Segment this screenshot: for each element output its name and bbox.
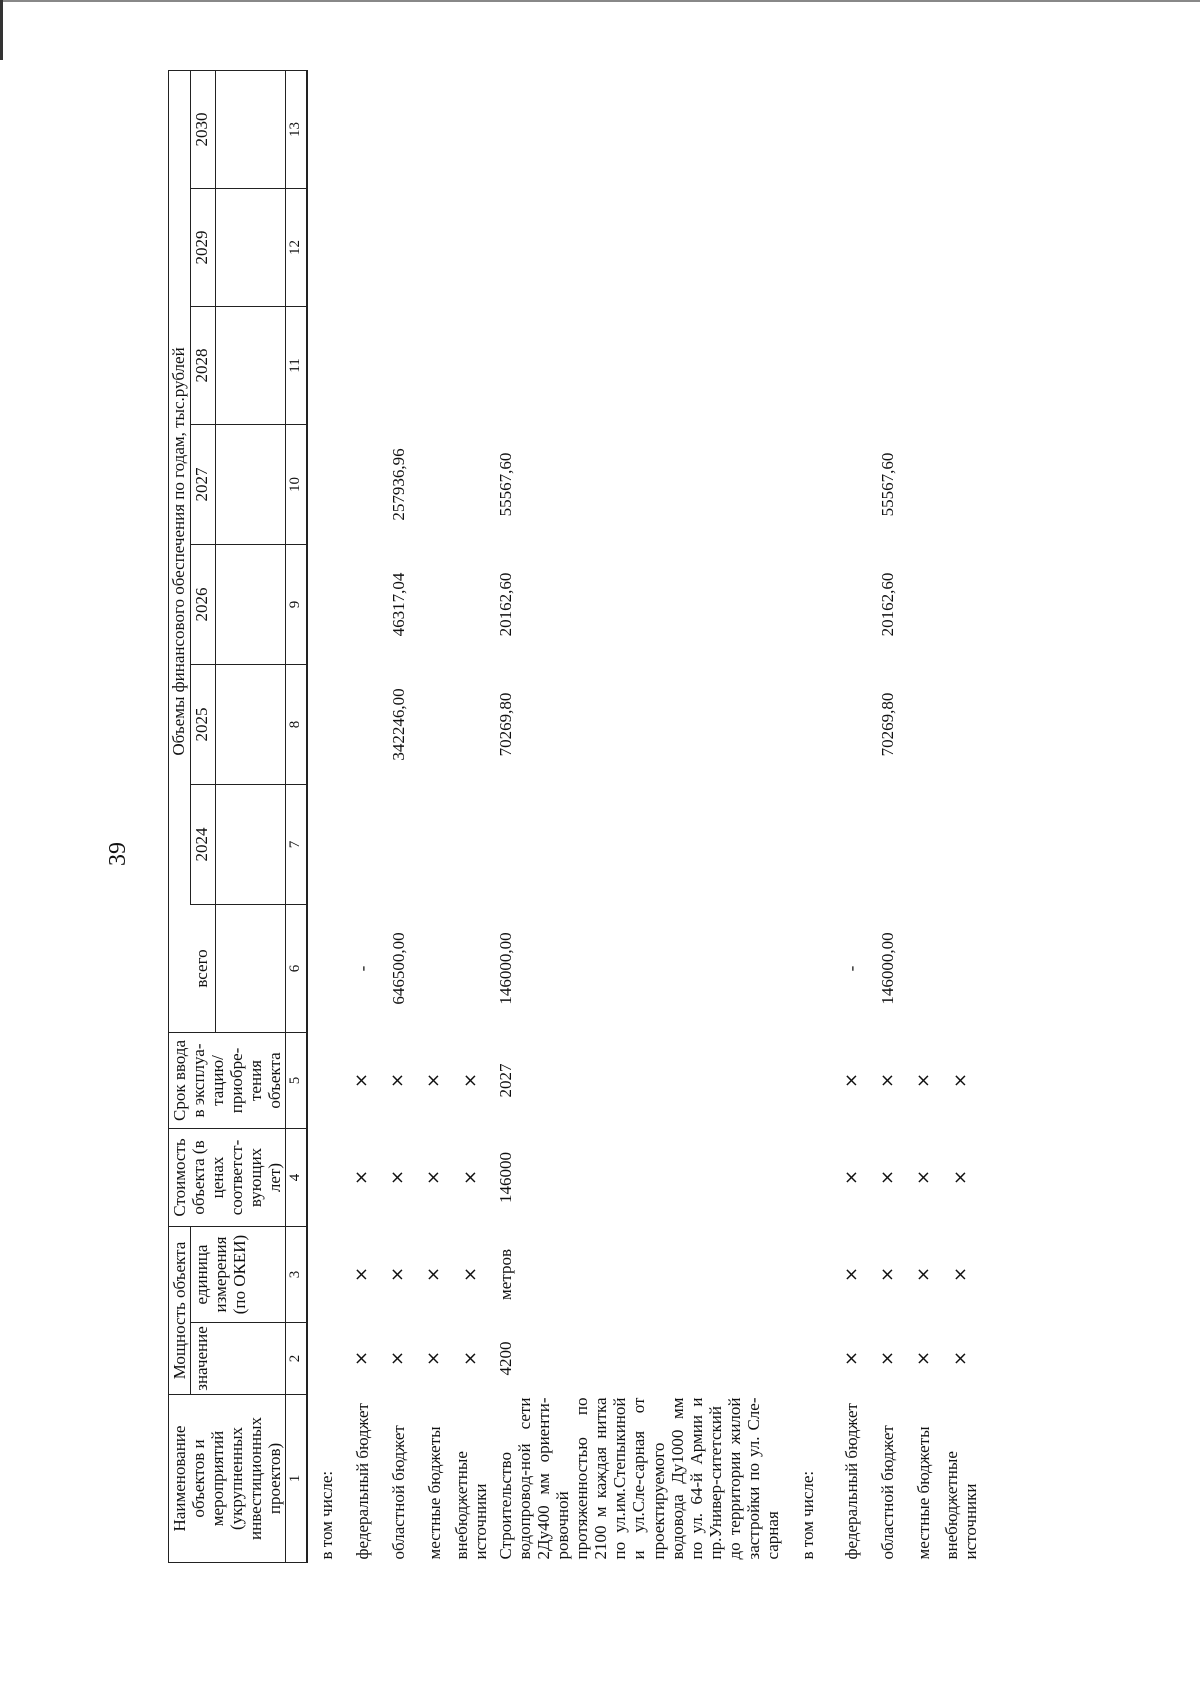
source-name: местные бюджеты xyxy=(424,1426,444,1560)
y2025-cell xyxy=(344,665,380,785)
y2026-cell xyxy=(834,545,870,665)
y2026-cell xyxy=(942,545,980,665)
column-number-row xyxy=(286,70,308,1562)
column-number: 12 xyxy=(286,189,308,307)
source-name: внебюджетные источники xyxy=(452,1451,491,1560)
header-year-2027: 2027 xyxy=(191,425,216,545)
capacity-unit-cell: × xyxy=(387,1266,409,1283)
capacity-value-cell: × xyxy=(351,1350,373,1367)
project-name: Строительство водопровод-ной сети 2Ду400 мм ориенти-ровочной протяженностью по 2100 м каждая нитка по ул.им.Степыкиной и ул.Сле-сарная от проектируемого водовода Ду1000 мм по ул. 64-й Армии и пр.Универ-ситетский до территории жилой застройки по ул. Сле-сарная xyxy=(496,1397,782,1560)
term-cell: × xyxy=(460,1072,482,1089)
total-cell xyxy=(942,905,980,1033)
source-name: федеральный бюджет xyxy=(842,1403,862,1560)
header-year-2030: 2030 xyxy=(191,70,216,188)
column-number: 11 xyxy=(286,307,308,425)
y2027-cell: 55567,60 xyxy=(878,452,898,517)
capacity-unit-cell: × xyxy=(949,1266,971,1283)
term-cell: × xyxy=(876,1072,898,1089)
cost-cell: × xyxy=(912,1169,934,1186)
project-cost: 146000 xyxy=(496,1152,516,1203)
table-row xyxy=(344,70,380,1562)
y2025-cell xyxy=(906,665,942,785)
header-total: всего xyxy=(191,905,216,1033)
y2027-cell xyxy=(344,425,380,545)
y2027-cell: 257936,96 xyxy=(388,448,408,521)
source-name: федеральный бюджет xyxy=(352,1403,372,1560)
source-name: областной бюджет xyxy=(878,1425,898,1560)
cost-cell: × xyxy=(840,1169,862,1186)
column-number: 10 xyxy=(286,425,308,545)
column-number: 8 xyxy=(286,665,308,785)
y2026-cell xyxy=(344,545,380,665)
capacity-unit-cell: × xyxy=(351,1266,373,1283)
project-y2027: 55567,60 xyxy=(496,452,516,517)
cost-cell: × xyxy=(876,1169,898,1186)
cost-cell: × xyxy=(460,1169,482,1186)
header-capacity-unit: единица измерения (по ОКЕИ) xyxy=(191,1227,286,1323)
capacity-value-cell: × xyxy=(912,1350,934,1367)
column-number: 1 xyxy=(286,1395,308,1563)
header-year-2029: 2029 xyxy=(191,189,216,307)
finance-table xyxy=(168,70,980,1563)
column-number: 5 xyxy=(286,1033,308,1129)
table-row xyxy=(452,70,490,1562)
term-cell: × xyxy=(949,1072,971,1089)
project-y2026: 20162,60 xyxy=(496,572,516,637)
project-capacity-unit: метров xyxy=(496,1249,516,1300)
project-y2025: 70269,80 xyxy=(496,692,516,757)
capacity-value-cell: × xyxy=(423,1350,445,1367)
total-cell: - xyxy=(842,965,862,972)
capacity-value-cell: × xyxy=(840,1350,862,1367)
cost-cell: × xyxy=(387,1169,409,1186)
capacity-value-cell: × xyxy=(387,1350,409,1367)
total-cell: - xyxy=(352,965,372,972)
table-row xyxy=(416,70,452,1562)
source-name: областной бюджет xyxy=(388,1425,408,1560)
total-cell: 646500,00 xyxy=(388,932,408,1005)
including-label: в том числе: xyxy=(316,1470,336,1560)
term-cell: × xyxy=(387,1072,409,1089)
capacity-value-cell: × xyxy=(460,1350,482,1367)
y2027-cell xyxy=(834,425,870,545)
y2026-cell: 46317,04 xyxy=(388,572,408,637)
including-label: в том числе: xyxy=(798,1470,818,1560)
column-number: 2 xyxy=(286,1323,308,1395)
header-year-2026: 2026 xyxy=(191,545,216,665)
y2025-cell: 342246,00 xyxy=(388,688,408,761)
table-row xyxy=(307,70,344,1562)
page-number: 39 xyxy=(105,842,131,866)
column-number: 4 xyxy=(286,1129,308,1227)
header-row-1 xyxy=(169,70,191,1562)
source-name: внебюджетные источники xyxy=(941,1451,980,1560)
header-year-2025: 2025 xyxy=(191,665,216,785)
y2027-cell xyxy=(942,425,980,545)
column-number: 3 xyxy=(286,1227,308,1323)
header-row-2 xyxy=(191,70,216,1562)
table-row xyxy=(942,70,980,1562)
header-cost: Стоимость объекта (в ценах соответст-вующих лет) xyxy=(169,1129,286,1227)
cost-cell: × xyxy=(351,1169,373,1186)
source-name: местные бюджеты xyxy=(914,1426,934,1560)
header-capacity: Мощность объекта xyxy=(169,1227,191,1395)
header-year-2024: 2024 xyxy=(191,785,216,905)
header-capacity-value: значение xyxy=(191,1323,286,1395)
capacity-value-cell: × xyxy=(876,1350,898,1367)
header-name: Наименование объектов и мероприятий (укрупненных инвестиционных проектов) xyxy=(169,1395,286,1563)
y2025-cell: 70269,80 xyxy=(878,692,898,757)
capacity-unit-cell: × xyxy=(912,1266,934,1283)
y2027-cell xyxy=(452,425,490,545)
capacity-value-cell: × xyxy=(949,1350,971,1367)
y2025-cell xyxy=(452,665,490,785)
capacity-unit-cell: × xyxy=(876,1266,898,1283)
column-number: 13 xyxy=(286,70,308,188)
term-cell: × xyxy=(423,1072,445,1089)
term-cell: × xyxy=(840,1072,862,1089)
y2026-cell xyxy=(416,545,452,665)
cost-cell: × xyxy=(423,1169,445,1186)
total-cell xyxy=(906,905,942,1033)
table-row xyxy=(906,70,942,1562)
y2025-cell xyxy=(942,665,980,785)
y2026-cell: 20162,60 xyxy=(878,572,898,637)
header-term: Срок ввода в эксплуа-тацию/ приобре-тения объекта xyxy=(169,1033,286,1129)
term-cell: × xyxy=(351,1072,373,1089)
capacity-unit-cell: × xyxy=(840,1266,862,1283)
column-number: 6 xyxy=(286,905,308,1033)
project-capacity-value: 4200 xyxy=(496,1341,516,1376)
table-row xyxy=(834,70,870,1562)
column-number: 7 xyxy=(286,785,308,905)
total-cell xyxy=(452,905,490,1033)
table-row xyxy=(870,70,906,1562)
y2026-cell xyxy=(452,545,490,665)
cost-cell: × xyxy=(949,1169,971,1186)
total-cell: 146000,00 xyxy=(878,932,898,1005)
project-total: 146000,00 xyxy=(496,932,516,1005)
term-cell: × xyxy=(912,1072,934,1089)
y2025-cell xyxy=(834,665,870,785)
project-row xyxy=(490,70,781,1562)
y2027-cell xyxy=(416,425,452,545)
table-row xyxy=(782,70,834,1562)
header-finance: Объемы финансового обеспечения по годам, тыс.рублей xyxy=(169,70,191,1032)
column-number: 9 xyxy=(286,545,308,665)
y2027-cell xyxy=(906,425,942,545)
y2025-cell xyxy=(416,665,452,785)
table-row xyxy=(380,70,416,1562)
project-term: 2027 xyxy=(496,1063,516,1098)
header-year-2028: 2028 xyxy=(191,307,216,425)
capacity-unit-cell: × xyxy=(423,1266,445,1283)
total-cell xyxy=(416,905,452,1033)
y2026-cell xyxy=(906,545,942,665)
capacity-unit-cell: × xyxy=(460,1266,482,1283)
